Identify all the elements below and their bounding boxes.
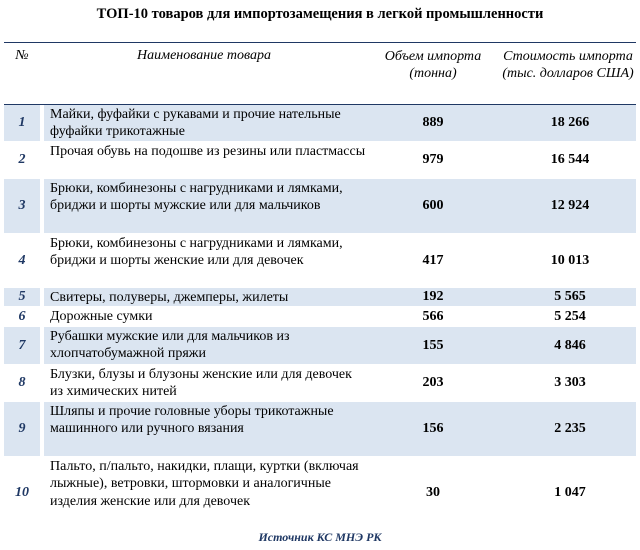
import-cost: 2 235 [554,421,586,436]
product-name: Блузки, блузы и блузоны женские или для девочек из химических нитей [50,367,352,400]
import-volume: 417 [422,252,444,268]
product-name: Рубашки мужские или для мальчиков из хлопчатобумажной пряжи [50,329,290,362]
import-cost: 5 254 [554,308,586,324]
import-volume: 30 [426,484,440,500]
import-volume: 155 [422,337,444,353]
import-volume: 192 [422,289,444,304]
import-volume: 600 [422,198,444,213]
header-product-name: Наименование товара [137,48,271,63]
import-volume: 566 [422,308,444,324]
product-name: Шляпы и прочие головные уборы трикотажные машинного или ручного вязания [50,404,334,437]
import-cost: 16 544 [550,152,590,167]
product-name: Свитеры, полуверы, джемперы, жилеты [50,290,289,305]
row-number: 6 [18,308,26,324]
table-row [4,179,636,233]
table-row [4,234,636,287]
table-header [0,42,640,106]
product-name: Прочая обувь на подошве из резины или пластмассы [50,144,366,159]
import-volume: 889 [422,115,444,130]
import-volume: 203 [422,375,444,390]
row-number: 2 [18,152,26,167]
product-name: Майки, фуфайки с рукавами и прочие нательные фуфайки трикотажные [50,107,341,140]
source-note: Источник КС МНЭ РК [258,530,382,544]
row-number: 7 [18,337,26,353]
product-name: Брюки, комбинезоны с нагрудниками и лямками, бриджи и шорты мужские или для мальчиков [50,181,343,214]
product-name: Брюки, комбинезоны с нагрудниками и лямками, бриджи и шорты женские или для девочек [50,236,343,269]
header-import-cost: Стоимость импорта (тыс. долларов США) [502,49,634,81]
row-number: 1 [18,115,26,130]
import-cost: 3 303 [554,375,586,390]
import-cost: 4 846 [554,337,586,353]
table-row [4,402,636,456]
import-cost: 1 047 [554,484,586,500]
table-row [4,365,636,401]
header-number: № [15,48,29,63]
table-row [4,307,636,326]
import-volume: 979 [422,152,444,167]
import-volume: 156 [422,421,444,436]
table-row [4,105,636,141]
table-row [4,142,636,178]
table-row [4,288,636,306]
row-number: 9 [18,421,26,436]
product-name: Пальто, п/пальто, накидки, плащи, куртки (включая лыжные), ветровки, штормовки и аналогичные изделия женские или для девочек [50,459,359,509]
import-cost: 18 266 [550,115,590,130]
row-number: 8 [18,375,26,390]
row-number: 4 [18,252,26,268]
row-number: 3 [18,198,26,213]
header-import-volume: Объем импорта (тонна) [384,49,482,81]
table-title: ТОП-10 товаров для импортозамещения в легкой промышленности [96,6,544,22]
row-number: 10 [15,484,29,500]
product-name: Дорожные сумки [50,309,153,324]
import-cost: 5 565 [554,289,586,304]
table-row [4,457,636,528]
table-row [4,327,636,364]
import-cost: 12 924 [550,198,590,213]
row-number: 5 [18,289,26,304]
import-cost: 10 013 [550,252,590,268]
